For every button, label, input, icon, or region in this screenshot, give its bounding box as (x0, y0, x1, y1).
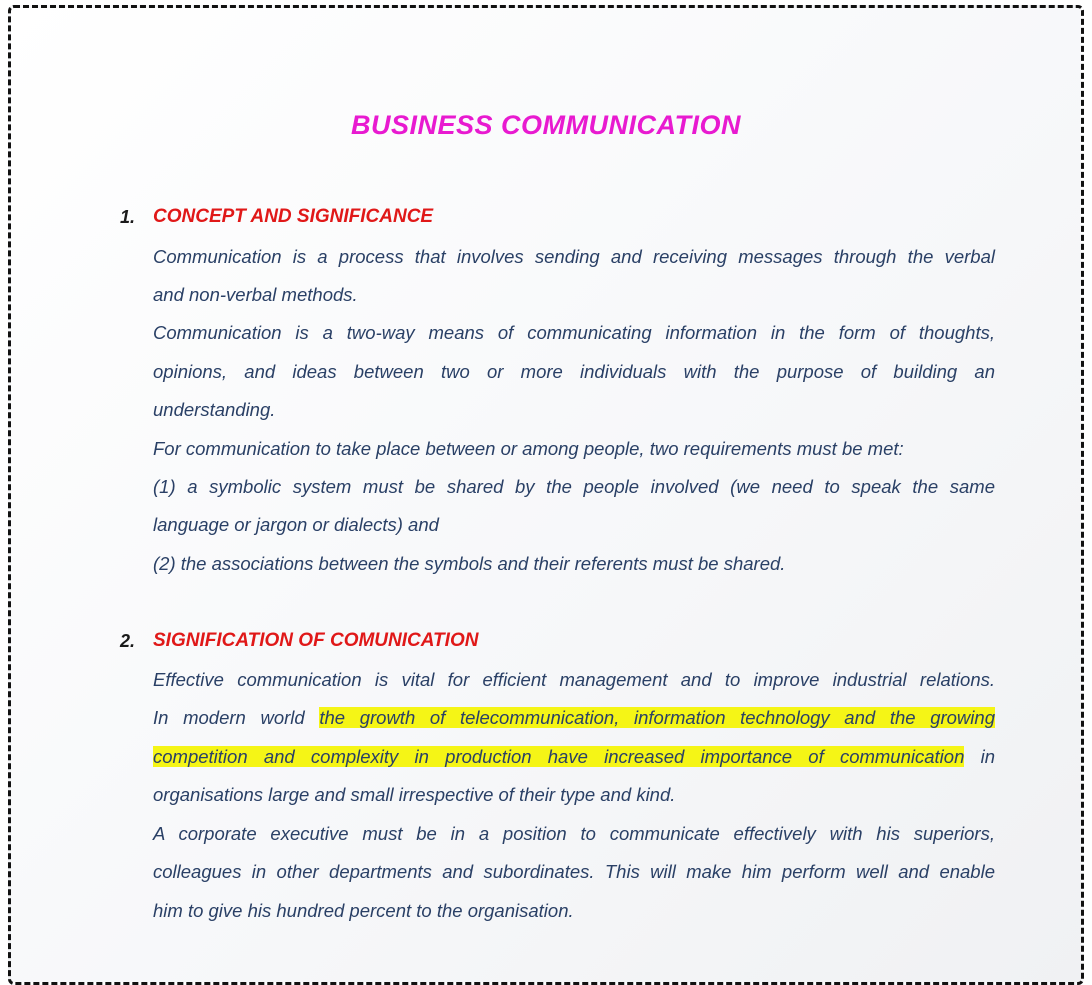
body-line: colleagues in other departments and subordinates. This will make him perform well and enable (153, 861, 995, 882)
section-number: 1. (120, 207, 136, 227)
body-line: him to give his hundred percent to the organisation. (153, 900, 574, 921)
body-line (153, 745, 995, 769)
body-line: (1) a symbolic system must be shared by the people involved (we need to speak the same (153, 476, 995, 497)
body-line: Effective communication is vital for efficient management and to improve industrial relations. (153, 669, 995, 690)
body-text: In modern world (153, 707, 320, 728)
section-heading: CONCEPT AND SIGNIFICANCE (153, 206, 434, 227)
body-line (153, 706, 995, 730)
body-line: A corporate executive must be in a position to communicate effectively with his superiors, (153, 823, 995, 844)
body-line: (2) the associations between the symbols and their referents must be shared. (153, 553, 786, 574)
body-line: organisations large and small irrespective of their type and kind. (153, 784, 676, 805)
body-line: understanding. (153, 399, 276, 420)
section-number: 2. (120, 631, 136, 651)
body-line: Communication is a two-way means of communicating information in the form of thoughts, (153, 322, 995, 343)
body-line: language or jargon or dialects) and (153, 514, 439, 535)
body-line: Communication is a process that involves sending and receiving messages through the verbal (153, 246, 995, 267)
document-title: BUSINESS COMMUNICATION (350, 110, 741, 140)
body-line: and non-verbal methods. (153, 284, 358, 305)
section-heading: SIGNIFICATION OF COMUNICATION (153, 630, 479, 651)
highlighted-text: the growth of telecommunication, information technology and the growing (319, 707, 995, 728)
highlighted-text: competition and complexity in production have increased importance of communication (153, 746, 965, 767)
body-line: For communication to take place between or among people, two requirements must be met: (153, 438, 904, 459)
body-line: opinions, and ideas between two or more individuals with the purpose of building an (153, 361, 995, 382)
body-text: in (964, 746, 995, 767)
